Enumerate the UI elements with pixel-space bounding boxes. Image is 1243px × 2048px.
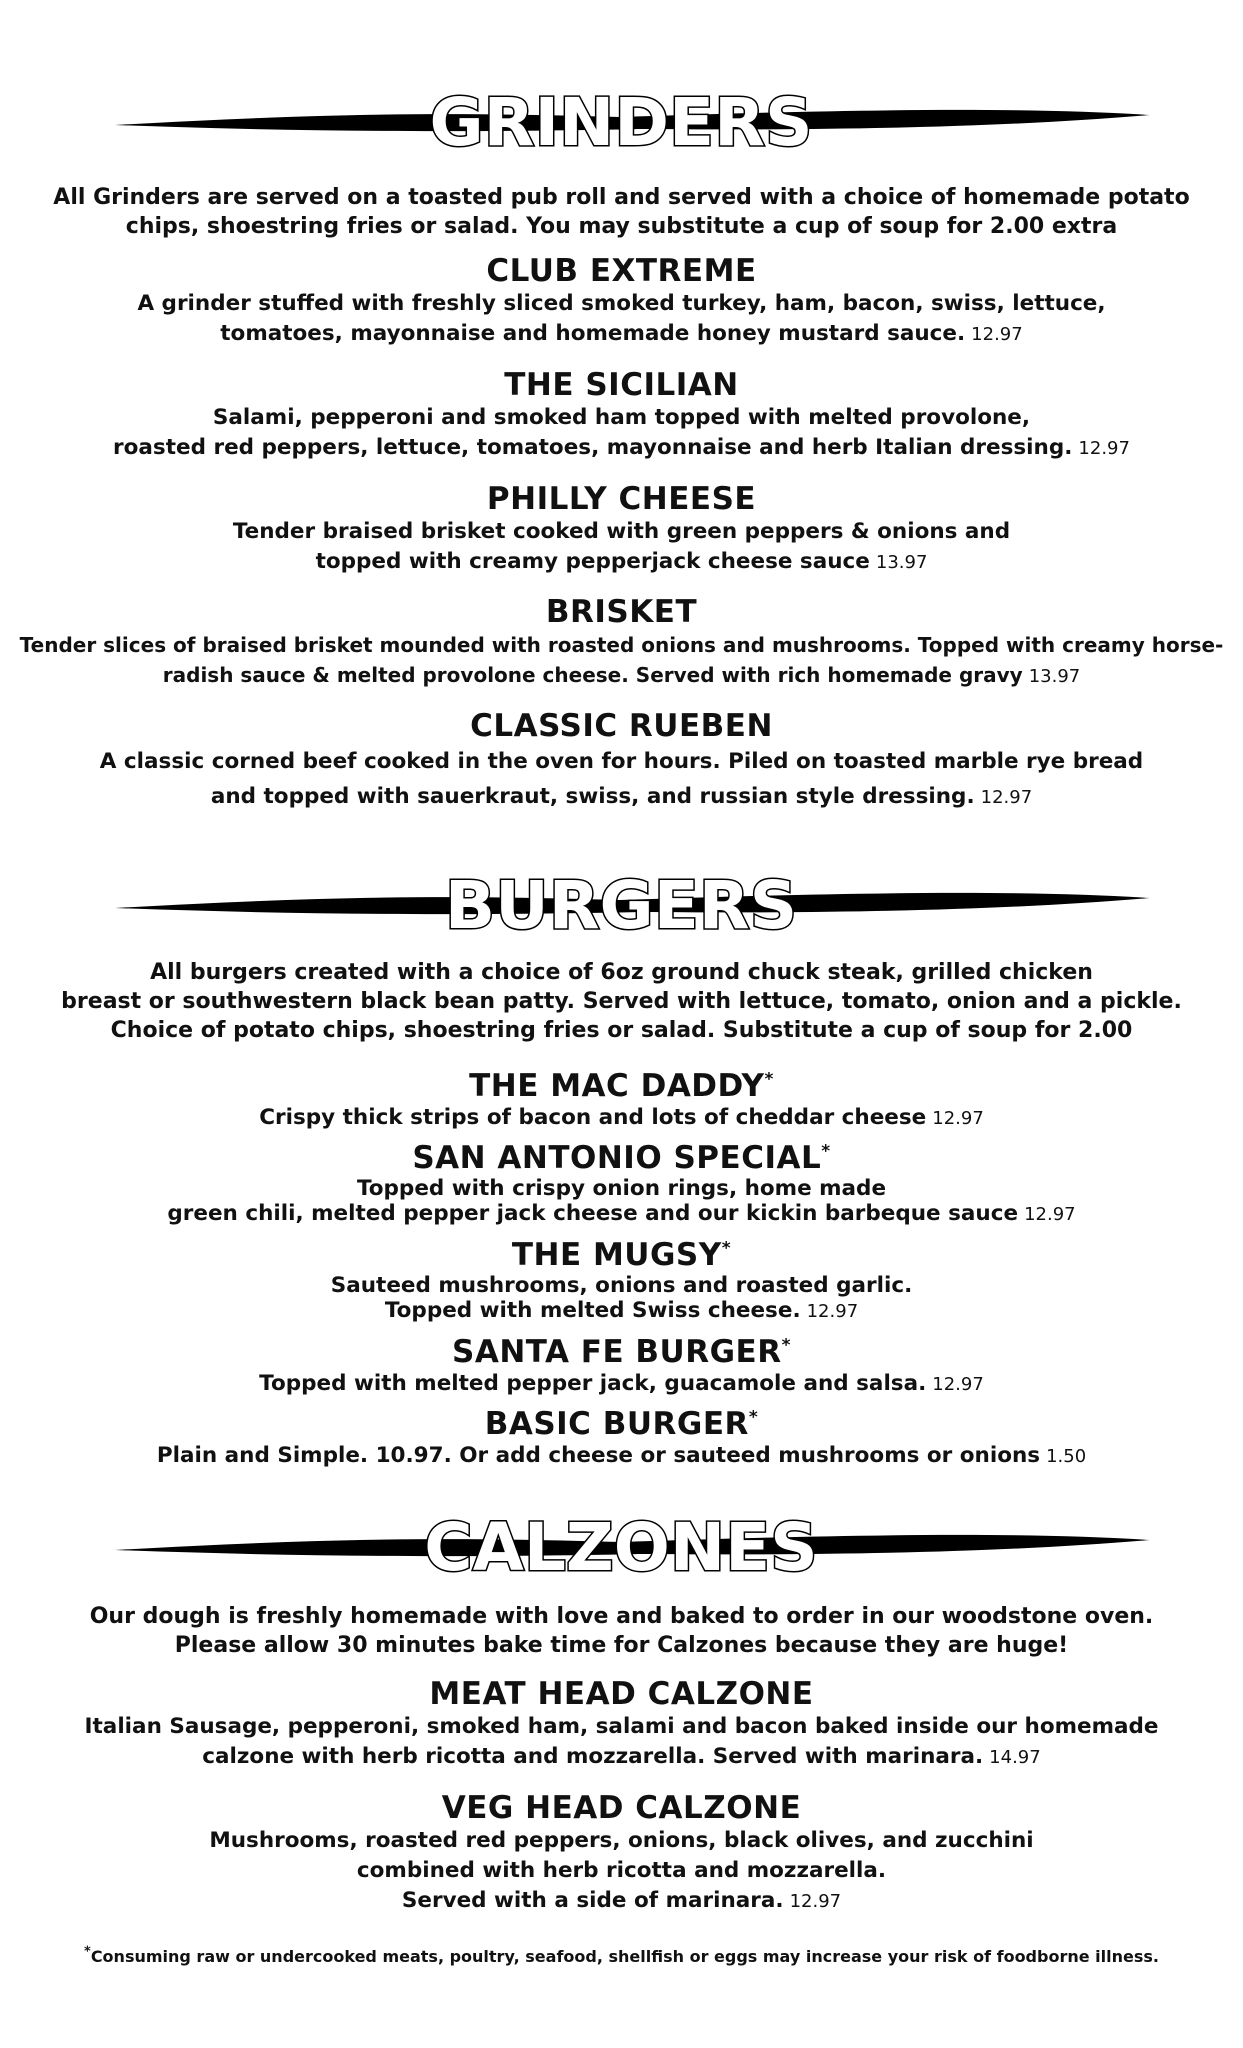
intro-line: All burgers created with a choice of 6oz ground chuck steak, grilled chicken xyxy=(150,960,1093,985)
menu-item xyxy=(0,253,1243,350)
item-price: 12.97 xyxy=(1078,438,1130,459)
description-line: green chili, melted pepper jack cheese and our kickin barbeque sauce xyxy=(167,1201,1019,1226)
item-description xyxy=(0,1273,1243,1324)
swoosh-divider xyxy=(0,1500,1243,1590)
menu-item xyxy=(0,1676,1243,1773)
description-line: tomatoes, mayonnaise and homemade honey mustard sauce. xyxy=(220,321,966,346)
item-price: 13.97 xyxy=(875,552,928,573)
description-line: Plain and Simple. 10.97. Or add cheese or sauteed mushrooms or onions xyxy=(156,1443,1041,1468)
description-line: Topped with crispy onion rings, home made xyxy=(356,1176,887,1201)
footnote-star: * xyxy=(84,1944,91,1960)
menu-item xyxy=(0,481,1243,578)
item-name: SAN ANTONIO SPECIAL xyxy=(412,1140,822,1176)
item-description xyxy=(0,289,1243,350)
footnote-text: Consuming raw or undercooked meats, poultry, seafood, shellfish or eggs may increase your risk of foodborne illness. xyxy=(90,1947,1159,1966)
swoosh-divider xyxy=(0,858,1243,948)
swoosh-divider xyxy=(0,75,1243,165)
item-price: 12.97 xyxy=(932,1374,984,1395)
item-star: * xyxy=(821,1141,831,1162)
item-name: BASIC BURGER xyxy=(484,1406,749,1442)
item-name: THE SICILIAN xyxy=(504,367,739,403)
section-header-burgers xyxy=(0,858,1243,948)
description-line: calzone with herb ricotta and mozzarella. Served with marinara. xyxy=(202,1744,984,1769)
item-price: 13.97 xyxy=(1028,666,1081,687)
item-description xyxy=(0,1370,1243,1398)
item-price: 12.97 xyxy=(932,1108,984,1129)
menu-item xyxy=(0,367,1243,464)
section-header-calzones xyxy=(0,1500,1243,1590)
item-price: 14.97 xyxy=(989,1747,1041,1768)
item-name: THE MUGSY xyxy=(511,1237,722,1273)
intro-line: All Grinders are served on a toasted pub roll and served with a choice of homemade potato xyxy=(53,185,1190,210)
description-line: Salami, pepperoni and smoked ham topped with melted provolone, xyxy=(212,405,1031,430)
item-name: BRISKET xyxy=(545,594,698,630)
item-description xyxy=(0,1712,1243,1773)
section-intro xyxy=(0,1602,1243,1660)
description-line: topped with creamy pepperjack cheese sauce xyxy=(315,549,870,574)
description-line: Topped with melted pepper jack, guacamole and salsa. xyxy=(259,1371,927,1396)
description-line: Crispy thick strips of bacon and lots of cheddar cheese xyxy=(259,1105,927,1130)
intro-line: breast or southwestern black bean patty. Served with lettuce, tomato, onion and a pickle. xyxy=(61,989,1182,1014)
item-price: 12.97 xyxy=(971,324,1023,345)
section-intro xyxy=(0,183,1243,241)
item-star: * xyxy=(764,1069,774,1090)
intro-line: Please allow 30 minutes bake time for Calzones because they are huge! xyxy=(174,1633,1069,1658)
item-description xyxy=(0,1826,1243,1917)
item-star: * xyxy=(748,1407,759,1428)
description-line: A grinder stuffed with freshly sliced smoked turkey, ham, bacon, swiss, lettuce, xyxy=(137,291,1106,316)
section-title: BURGERS xyxy=(444,867,798,944)
item-name: MEAT HEAD CALZONE xyxy=(429,1676,814,1712)
description-line: Mushrooms, roasted red peppers, onions, black olives, and zucchini xyxy=(209,1828,1034,1853)
item-name: PHILLY CHEESE xyxy=(486,481,757,517)
section-title: GRINDERS xyxy=(429,84,813,161)
item-description xyxy=(0,1442,1243,1470)
menu-item xyxy=(0,594,1243,692)
description-line: radish sauce & melted provolone cheese. Served with rich homemade gravy xyxy=(162,663,1023,687)
item-description xyxy=(0,1104,1243,1132)
intro-line: Our dough is freshly homemade with love and baked to order in our woodstone oven. xyxy=(89,1604,1154,1629)
item-star: * xyxy=(781,1335,791,1356)
item-star: * xyxy=(721,1238,732,1259)
description-line: Served with a side of marinara. xyxy=(401,1888,784,1913)
description-line: roasted red peppers, lettuce, tomatoes, mayonnaise and herb Italian dressing. xyxy=(113,435,1073,460)
menu-item xyxy=(0,1237,1243,1324)
item-price: 12.97 xyxy=(1024,1204,1076,1225)
description-line: Topped with melted Swiss cheese. xyxy=(384,1298,801,1323)
item-name: SANTA FE BURGER xyxy=(452,1334,782,1370)
menu-item xyxy=(0,708,1243,815)
menu-item xyxy=(0,1406,1243,1470)
section-header-grinders xyxy=(0,75,1243,165)
section-title: CALZONES xyxy=(424,1509,818,1586)
description-line: Italian Sausage, pepperoni, smoked ham, salami and bacon baked inside our homemade xyxy=(84,1714,1159,1739)
item-name: CLASSIC RUEBEN xyxy=(470,708,773,744)
item-description xyxy=(0,1176,1243,1227)
item-name: THE MAC DADDY xyxy=(469,1068,765,1104)
item-description xyxy=(0,403,1243,464)
menu-item xyxy=(0,1334,1243,1398)
menu-item xyxy=(0,1790,1243,1917)
description-line: A classic corned beef cooked in the oven for hours. Piled on toasted marble rye bread xyxy=(99,749,1144,774)
menu-item xyxy=(0,1140,1243,1227)
item-price: 1.50 xyxy=(1046,1446,1087,1467)
section-intro xyxy=(0,958,1243,1045)
menu-item xyxy=(0,1068,1243,1132)
item-name: CLUB EXTREME xyxy=(486,253,757,289)
intro-line: chips, shoestring fries or salad. You may substitute a cup of soup for 2.00 extra xyxy=(125,214,1118,239)
item-price: 12.97 xyxy=(980,787,1033,808)
item-description xyxy=(0,630,1243,692)
description-line: combined with herb ricotta and mozzarella. xyxy=(356,1858,887,1883)
item-price: 12.97 xyxy=(806,1301,859,1322)
item-name: VEG HEAD CALZONE xyxy=(441,1790,802,1826)
description-line: Sauteed mushrooms, onions and roasted garlic. xyxy=(330,1273,913,1298)
description-line: Tender braised brisket cooked with green peppers & onions and xyxy=(232,519,1011,544)
description-line: Tender slices of braised brisket mounded with roasted onions and mushrooms. Topped with creamy horse- xyxy=(19,633,1224,657)
description-line: and topped with sauerkraut, swiss, and russian style dressing. xyxy=(210,784,975,809)
footnote xyxy=(0,1946,1243,1968)
item-price: 12.97 xyxy=(789,1891,842,1912)
item-description xyxy=(0,744,1243,815)
item-description xyxy=(0,517,1243,578)
intro-line: Choice of potato chips, shoestring fries or salad. Substitute a cup of soup for 2.00 xyxy=(110,1018,1133,1043)
